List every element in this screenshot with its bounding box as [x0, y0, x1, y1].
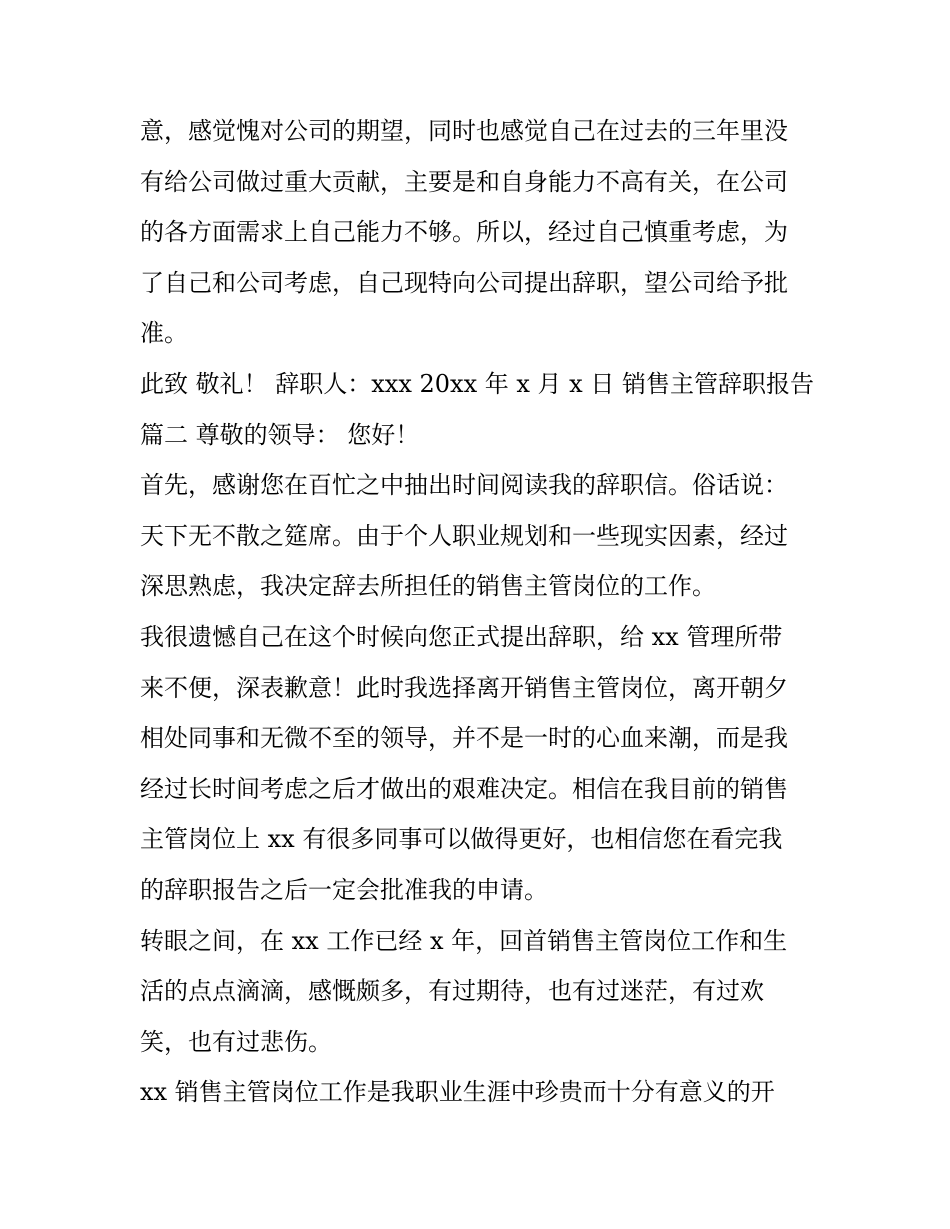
paragraph-3	[140, 460, 820, 612]
text-line: xx 销售主管岗位工作是我职业生涯中珍贵而十分有意义的开	[140, 1078, 775, 1107]
text-line: 来不便，深表歉意！此时我选择离开销售主管岗位，离开朝夕	[140, 673, 788, 702]
text-line: 的辞职报告之后一定会批准我的申请。	[140, 875, 548, 904]
paragraph-2	[140, 359, 820, 460]
text-line: 此致 敬礼！ 辞职人：xxx 20xx 年 x 月 x 日 销售主管辞职报告	[140, 369, 814, 398]
text-line: 准。	[140, 319, 188, 348]
paragraph-6	[140, 1067, 820, 1118]
text-line: 笑，也有过悲伤。	[140, 1027, 332, 1056]
text-line: 意，感觉愧对公司的期望，同时也感觉自己在过去的三年里没	[140, 117, 788, 145]
text-line: 我很遗憾自己在这个时候向您正式提出辞职，给 xx 管理所带	[140, 622, 783, 651]
text-line: 转眼之间，在 xx 工作已经 x 年，回首销售主管岗位工作和生	[140, 926, 788, 955]
paragraph-5	[140, 916, 820, 1068]
text-line: 有给公司做过重大贡献，主要是和自身能力不高有关，在公司	[140, 167, 788, 196]
document-body	[140, 106, 820, 1118]
text-line: 的各方面需求上自己能力不够。所以，经过自己慎重考虑，为	[140, 218, 788, 247]
text-line: 活的点点滴滴，感慨颇多，有过期待，也有过迷茫，有过欢	[140, 977, 764, 1006]
text-line: 篇二 尊敬的领导： 您好！	[140, 420, 420, 449]
text-line: 天下无不散之筵席。由于个人职业规划和一些现实因素，经过	[140, 521, 788, 550]
paragraph-4	[140, 612, 820, 916]
text-line: 相处同事和无微不至的领导，并不是一时的心血来潮，而是我	[140, 724, 788, 753]
text-line: 首先，感谢您在百忙之中抽出时间阅读我的辞职信。俗话说：	[140, 471, 788, 500]
text-line: 主管岗位上 xx 有很多同事可以做得更好，也相信您在看完我	[140, 825, 783, 854]
text-line: 了自己和公司考虑，自己现特向公司提出辞职，望公司给予批	[140, 268, 788, 297]
paragraph-1	[140, 106, 820, 359]
text-line: 深思熟虑，我决定辞去所担任的销售主管岗位的工作。	[140, 572, 716, 601]
text-line: 经过长时间考虑之后才做出的艰难决定。相信在我目前的销售	[140, 774, 788, 803]
